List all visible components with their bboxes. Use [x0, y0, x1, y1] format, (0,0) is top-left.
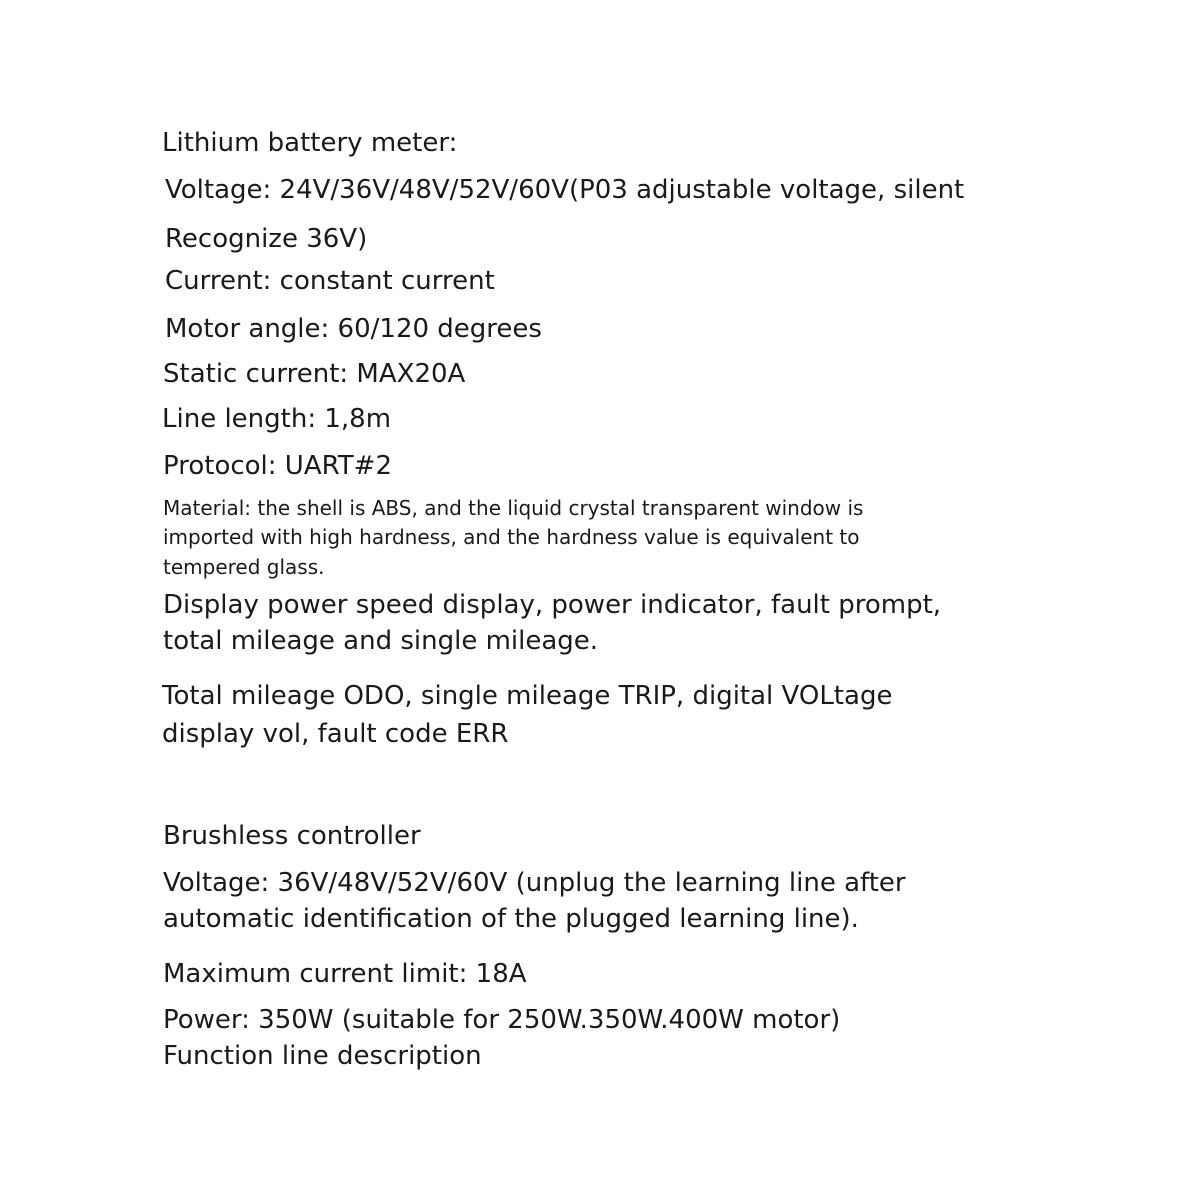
controller-power: Power: 350W (suitable for 250W.350W.400W motor) — [163, 1005, 841, 1035]
meter-display-line-1: Display power speed display, power indicator, fault prompt, — [163, 590, 942, 620]
meter-voltage-line-1: Voltage: 24V/36V/48V/52V/60V(P03 adjustable voltage, silent — [165, 175, 965, 205]
meter-static-current: Static current: MAX20A — [163, 359, 466, 389]
meter-display-line-2: total mileage and single mileage. — [163, 626, 599, 656]
meter-material-line-1: Material: the shell is ABS, and the liquid crystal transparent window is — [163, 496, 864, 520]
controller-voltage-line-2: automatic identification of the plugged learning line). — [163, 904, 859, 934]
meter-voltage-line-2: Recognize 36V) — [165, 224, 368, 254]
meter-current: Current: constant current — [165, 266, 495, 296]
meter-mileage-line-1: Total mileage ODO, single mileage TRIP, digital VOLtage — [162, 681, 893, 711]
meter-material-line-3: tempered glass. — [163, 555, 325, 579]
controller-heading: Brushless controller — [163, 821, 421, 851]
controller-function-line: Function line description — [163, 1041, 482, 1071]
meter-protocol: Protocol: UART#2 — [163, 451, 392, 481]
meter-line-length: Line length: 1,8m — [162, 404, 392, 434]
meter-motor-angle: Motor angle: 60/120 degrees — [165, 314, 542, 344]
meter-material-line-2: imported with high hardness, and the hardness value is equivalent to — [163, 525, 860, 549]
lithium-meter-heading: Lithium battery meter: — [162, 128, 458, 158]
controller-max-current: Maximum current limit: 18A — [163, 959, 527, 989]
controller-voltage-line-1: Voltage: 36V/48V/52V/60V (unplug the learning line after — [163, 868, 906, 898]
meter-mileage-line-2: display vol, fault code ERR — [162, 719, 509, 749]
